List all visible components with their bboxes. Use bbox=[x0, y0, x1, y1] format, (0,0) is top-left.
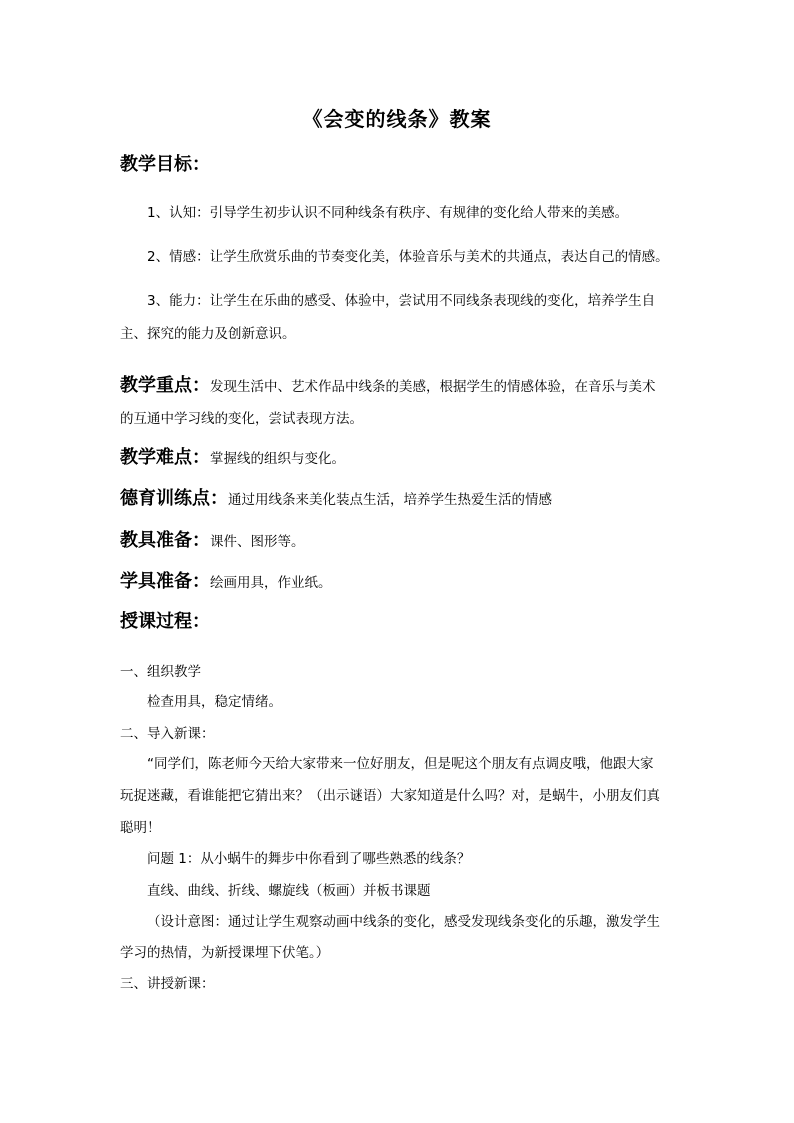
difficulty-section bbox=[120, 443, 345, 469]
moral-text: 通过用线条来美化装点生活，培养学生热爱生活的情感 bbox=[228, 492, 552, 508]
objective-item: 1、认知：引导学生初步认识不同种线条有秩序、有规律的变化给人带来的美感。 bbox=[147, 205, 629, 221]
student-tools-label: 学具准备： bbox=[120, 571, 210, 592]
key-points-text: 发现生活中、艺术作品中线条的美感，根据学生的情感体验，在音乐与美术 bbox=[210, 379, 656, 395]
process-heading: 授课过程： bbox=[120, 611, 210, 632]
step2-quote-line3: 聪明！ bbox=[120, 820, 161, 836]
objective-item: 3、能力：让学生在乐曲的感受、体验中，尝试用不同线条表现线的变化，培养学生自 bbox=[147, 293, 656, 309]
key-points-label: 教学重点： bbox=[120, 375, 210, 396]
teaching-tools-text: 课件、图形等。 bbox=[210, 534, 305, 550]
student-tools-text: 绘画用具，作业纸。 bbox=[210, 575, 332, 591]
teaching-tools-label: 教具准备： bbox=[120, 530, 210, 551]
difficulty-label: 教学难点： bbox=[120, 447, 210, 468]
teaching-tools-section bbox=[120, 526, 305, 552]
step2-design-line2: 学习的热情，为新授课埋下伏笔。） bbox=[120, 945, 330, 961]
step3-heading: 三、讲授新课： bbox=[120, 976, 215, 992]
key-points-section bbox=[120, 371, 656, 397]
moral-label: 德育训练点： bbox=[120, 488, 228, 509]
objective-item-continued: 主、探究的能力及创新意识。 bbox=[120, 326, 296, 342]
difficulty-text: 掌握线的组织与变化。 bbox=[210, 451, 345, 467]
key-points-text-continued: 的互通中学习线的变化，尝试表现方法。 bbox=[120, 411, 363, 427]
step2-heading: 二、导入新课： bbox=[120, 726, 215, 742]
objective-item: 2、情感：让学生欣赏乐曲的节奏变化美，体验音乐与美术的共通点，表达自己的情感。 bbox=[147, 249, 669, 265]
step2-answer: 直线、曲线、折线、螺旋线（板画）并板书课题 bbox=[147, 883, 431, 899]
objectives-heading: 教学目标： bbox=[120, 154, 210, 175]
step2-design-line1: （设计意图：通过让学生观察动画中线条的变化，感受发现线条变化的乐趣，激发学生 bbox=[147, 914, 660, 930]
step2-quote-line2: 玩捉迷藏，看谁能把它猜出来？（出示谜语）大家知道是什么吗？对，是蜗牛，小朋友们真 bbox=[120, 788, 660, 804]
step1-text: 检查用具，稳定情绪。 bbox=[147, 694, 282, 710]
step1-heading: 一、组织教学 bbox=[120, 664, 201, 680]
student-tools-section bbox=[120, 567, 332, 593]
step2-question: 问题 1：从小蜗牛的舞步中你看到了哪些熟悉的线条？ bbox=[147, 851, 471, 867]
moral-section bbox=[120, 484, 552, 510]
page-title: 《会变的线条》教案 bbox=[302, 107, 492, 131]
step2-quote-line1: “同学们，陈老师今天给大家带来一位好朋友，但是呢这个朋友有点调皮哦，他跟大家 bbox=[147, 756, 654, 772]
